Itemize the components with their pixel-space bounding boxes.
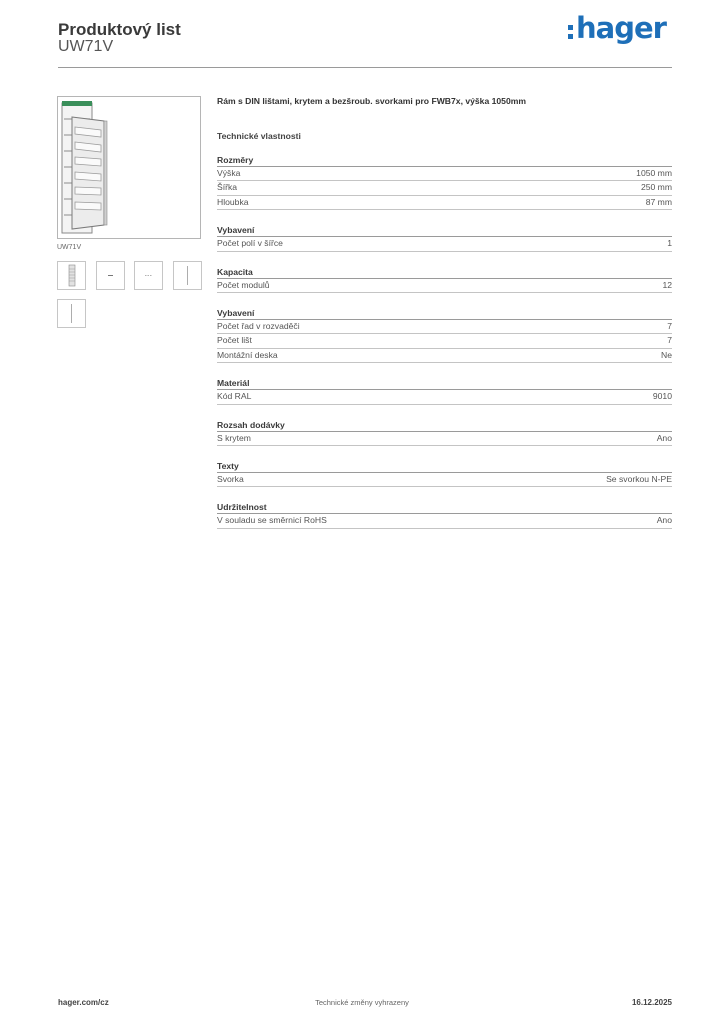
spec-group (217, 262, 672, 293)
spec-group-title: Materiál (217, 373, 672, 390)
spec-label: Počet řad v rozvaděči (217, 320, 300, 331)
spec-group-title: Texty (217, 456, 672, 473)
spec-value: Se svorkou N-PE (606, 473, 672, 484)
spec-group (217, 373, 672, 404)
spec-label: Výška (217, 168, 241, 178)
spec-group-title: Vybavení (217, 303, 672, 320)
spec-row (217, 167, 672, 181)
spec-label: S krytem (217, 432, 251, 443)
spec-value: 7 (667, 320, 672, 331)
spec-label: Hloubka (217, 196, 249, 207)
product-image-caption: UW71V (57, 244, 82, 251)
dimension-drawing-thumbnail-3[interactable] (173, 261, 202, 290)
spec-value: 1 (667, 238, 672, 249)
spec-value: 9010 (652, 391, 672, 402)
spec-value: Ne (661, 349, 672, 360)
footer-website-link[interactable]: hager.com/cz (58, 998, 109, 1007)
specifications-table (217, 150, 672, 539)
spec-row (217, 237, 672, 251)
spec-group-title: Rozsah dodávky (217, 415, 672, 432)
product-image[interactable] (57, 96, 201, 239)
spec-label: Šířka (217, 182, 238, 193)
spec-row (217, 432, 672, 446)
spec-row (217, 349, 672, 363)
dimension-drawing-thumbnail-1[interactable] (96, 261, 125, 290)
spec-value: 12 (662, 279, 672, 290)
hager-logo[interactable] (566, 11, 666, 46)
spec-label: Svorka (217, 473, 244, 484)
spec-value: 87 mm (645, 196, 672, 207)
spec-group-title: Vybavení (217, 220, 672, 237)
spec-label: Počet modulů (217, 279, 270, 290)
spec-group (217, 303, 672, 363)
spec-label: Montážní deska (217, 349, 278, 360)
spec-value: 1050 mm (636, 168, 672, 178)
spec-label: Počet polí v šířce (217, 238, 283, 249)
spec-row (217, 334, 672, 348)
spec-group (217, 220, 672, 251)
spec-row (217, 279, 672, 293)
spec-group-title: Rozměry (217, 150, 672, 167)
page-title: Produktový list (58, 20, 181, 39)
spec-group (217, 415, 672, 446)
logo-dot-lower (568, 34, 573, 39)
header-divider (58, 67, 672, 68)
dimension-drawing-thumbnail-4[interactable] (57, 299, 86, 328)
spec-value: 250 mm (640, 182, 672, 193)
technical-properties-heading: Technické vlastnosti (217, 131, 301, 141)
spec-row (217, 196, 672, 210)
spec-group-title: Udržitelnost (217, 497, 672, 514)
footer-notice: Technické změny vyhrazeny (315, 998, 409, 1007)
spec-row (217, 514, 672, 528)
spec-label: V souladu se směrnicí RoHS (217, 515, 327, 526)
spec-row (217, 473, 672, 487)
spec-group (217, 150, 672, 210)
product-code: UW71V (58, 38, 114, 55)
spec-group-title: Kapacita (217, 262, 672, 279)
dimension-drawing-thumbnail-2[interactable] (134, 261, 163, 290)
spec-label: Počet lišt (217, 335, 252, 346)
spec-group (217, 497, 672, 528)
spec-label: Kód RAL (217, 391, 252, 402)
logo-dot-upper (568, 25, 573, 30)
spec-value: Ano (656, 515, 672, 526)
logo-wordmark: hager (576, 11, 666, 45)
spec-row (217, 320, 672, 334)
spec-value: Ano (656, 432, 672, 443)
product-description: Rám s DIN lištami, krytem a bezšroub. svorkami pro FWB7x, výška 1050mm (217, 96, 527, 106)
product-front-thumbnail[interactable] (57, 261, 86, 290)
footer-date: 16.12.2025 (631, 998, 672, 1007)
spec-row (217, 390, 672, 404)
spec-row (217, 181, 672, 195)
spec-group (217, 456, 672, 487)
spec-value: 7 (667, 335, 672, 346)
